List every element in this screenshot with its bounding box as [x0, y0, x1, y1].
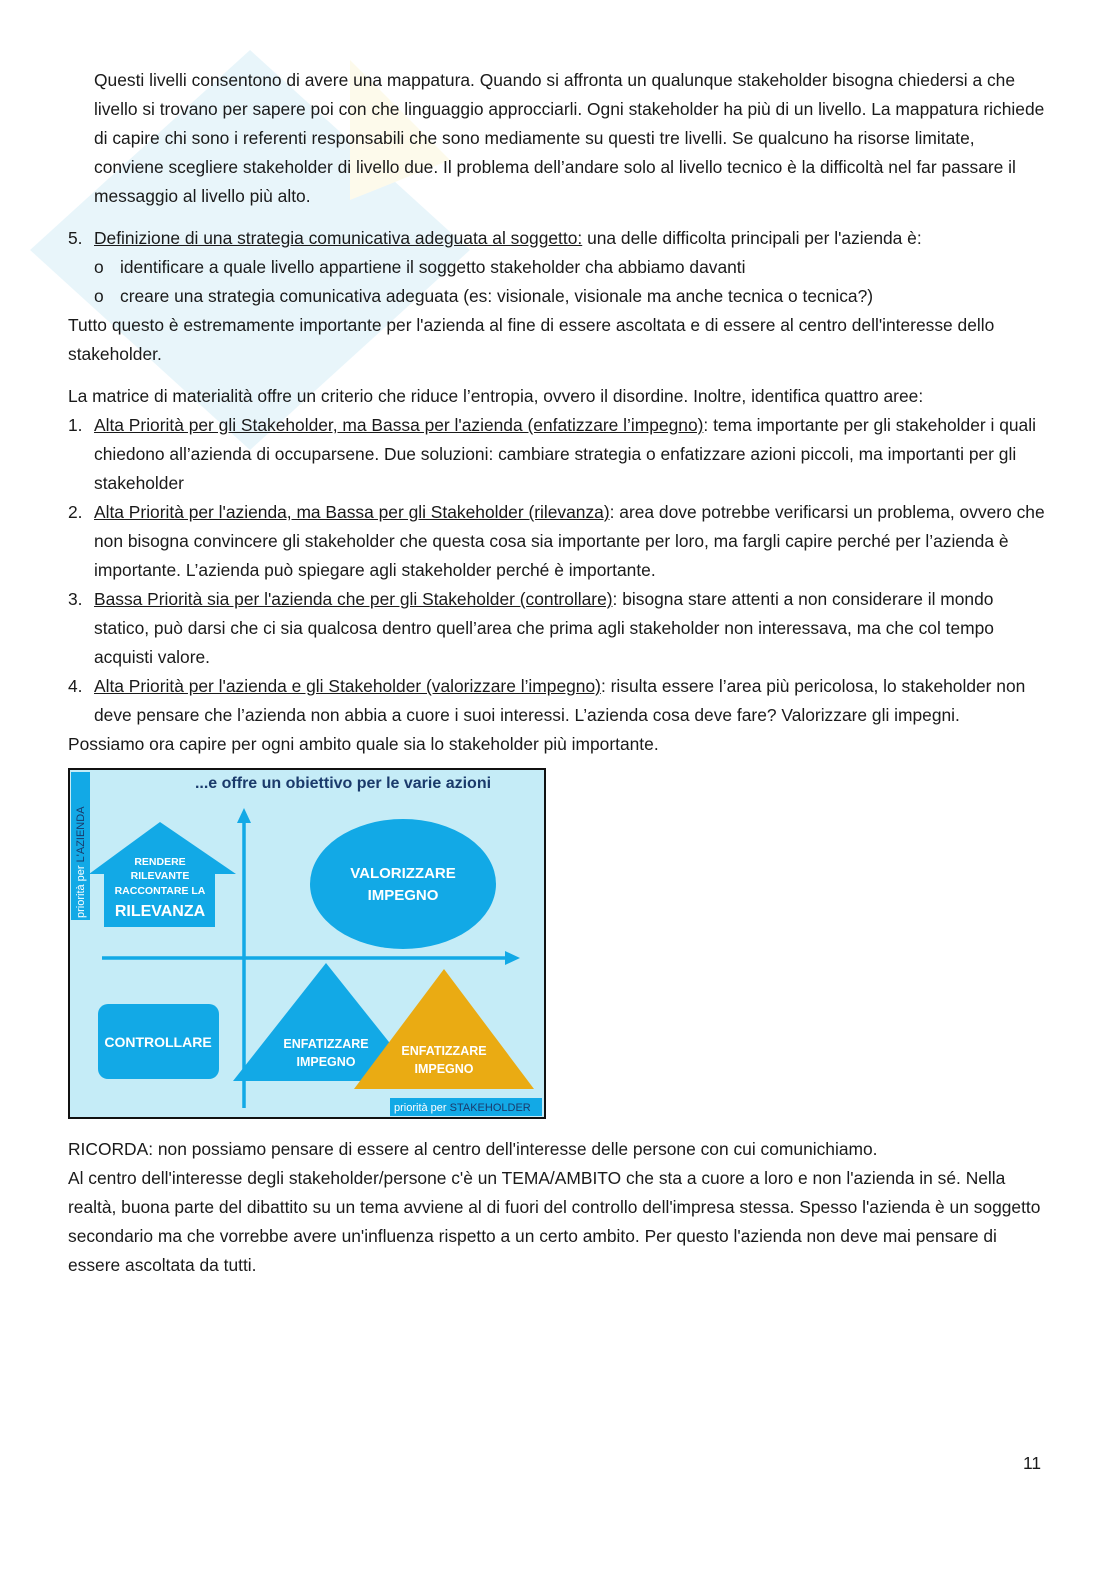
paragraph-matrix: La matrice di materialità offre un criterio che riduce l’entropia, ovvero il disordine. Inoltre, identifica quattro aree: [68, 386, 924, 406]
paragraph-importance: Tutto questo è estremamente importante per l'azienda al fine di essere ascoltata e di essere al centro dell'interesse dello stakeholder. [68, 315, 995, 364]
house-label-line2: RILEVANTE [130, 870, 190, 882]
box-label: CONTROLLARE [104, 1034, 212, 1050]
list-number: 2. [68, 502, 83, 522]
x-axis-label [394, 1102, 531, 1114]
list-body [94, 411, 1046, 498]
list-number: 4. [68, 676, 83, 696]
tri-blue-line1: ENFATIZZARE [283, 1037, 369, 1051]
list-item-area-4 [68, 672, 1046, 730]
diagram-svg [68, 768, 546, 1119]
bullet-mark: o [94, 286, 104, 306]
sub-bullet-text: creare una strategia comunicativa adeguata (es: visionale, visionale ma anche tecnica o tecnica?) [120, 286, 874, 306]
list-item-title: Alta Priorità per l'azienda e gli Stakeholder (valorizzare l’impegno) [94, 676, 601, 696]
y-axis-label-emph: L'AZIENDA [75, 806, 87, 863]
sub-bullet [68, 253, 1046, 282]
house-label-line4: RILEVANZA [114, 903, 206, 920]
sub-bullet [68, 282, 1046, 311]
x-axis-label-prefix: priorità per [394, 1102, 450, 1114]
ellipse-label-line2: IMPEGNO [367, 887, 439, 904]
list-item-text: : tema importante per gli stakeholder i quali chiedono all’azienda di occuparsene. Due soluzioni: cambiare strategia o enfatizzare azioni piccoli, ma importanti per gli stakeholder [94, 415, 1036, 493]
list-item-5 [68, 224, 1046, 253]
paragraph-tema: Al centro dell'interesse degli stakeholder/persone c'è un TEMA/AMBITO che sta a cuore a loro e non l'azienda in sé. Nella realtà, buona parte del dibattito su un tema avviene al di fuori del controllo dell'impresa stessa. Spesso l'azienda è un soggetto secondario ma che vorrebbe avere un'influenza rispetto a un certo ambito. Per questo l'azienda non deve mai pensare di essere ascoltata da tutti. [68, 1168, 1041, 1275]
paragraph-ambito: Possiamo ora capire per ogni ambito quale sia lo stakeholder più importante. [68, 734, 659, 754]
list-body [94, 672, 1046, 730]
list-item-text: : bisogna stare attenti a non considerare il mondo statico, può darsi che ci sia qualcosa dentro quell’area che prima agli stakeholder non interessava, ma che col tempo acquisti valore. [94, 589, 994, 667]
paragraph-intro: Questi livelli consentono di avere una mappatura. Quando si affronta un qualunque stakeholder bisogna chiedersi a che livello si trovano per sapere poi con che linguaggio approcciarli. Ogni stakeholder ha più di un livello. La mappatura richiede di capire chi sono i referenti responsabili che sono mediamente su questi tre livelli. Se qualcuno ha risorse limitate, conviene scegliere stakeholder di livello due. Il problema dell’andare solo al livello tecnico è la difficoltà nel far passare il messaggio al livello più alto. [94, 70, 1045, 206]
sub-bullet-text: identificare a quale livello appartiene il soggetto stakeholder cha abbiamo davanti [120, 257, 746, 277]
list-item-title: Alta Priorità per l'azienda, ma Bassa per gli Stakeholder (rilevanza) [94, 502, 610, 522]
list-body [94, 498, 1046, 585]
list-item-text: : risulta essere l’area più pericolosa, lo stakeholder non deve pensare che l’azienda non abbia a cuore i suoi interessi. L’azienda cosa deve fare? Valorizzare gli impegni. [94, 676, 1026, 725]
valorizzare-ellipse [310, 819, 496, 949]
list-number: 1. [68, 415, 83, 435]
list-item-title: Definizione di una strategia comunicativa adeguata al soggetto: [94, 228, 583, 248]
list-item-area-1 [68, 411, 1046, 498]
list-number: 5. [68, 228, 83, 248]
materiality-diagram [68, 768, 546, 1119]
page-number: 11 [1022, 1453, 1041, 1473]
ellipse-label-line1: VALORIZZARE [350, 865, 456, 882]
y-axis-label-prefix: priorità per [75, 862, 87, 918]
x-axis-label-emph: STAKEHOLDER [449, 1102, 531, 1114]
tri-orange-line2: IMPEGNO [414, 1062, 474, 1076]
paragraph-ricorda: RICORDA: non possiamo pensare di essere al centro dell'interesse delle persone con cui comunichiamo. [68, 1139, 878, 1159]
list-number: 3. [68, 589, 83, 609]
list-body [94, 585, 1046, 672]
list-item-text: una delle difficolta principali per l'azienda è: [582, 228, 922, 248]
bullet-mark: o [94, 257, 104, 277]
list-item-title: Bassa Priorità sia per l'azienda che per gli Stakeholder (controllare) [94, 589, 613, 609]
list-item-area-2 [68, 498, 1046, 585]
list-body [94, 224, 1046, 253]
list-item-area-3 [68, 585, 1046, 672]
y-axis-label [75, 806, 87, 918]
tri-orange-line1: ENFATIZZARE [401, 1044, 487, 1058]
tri-blue-line2: IMPEGNO [296, 1055, 356, 1069]
body-text [68, 66, 1046, 1280]
list-item-text: : area dove potrebbe verificarsi un problema, ovvero che non bisogna convincere gli stakeholder che questa cosa sia importante per loro, ma fargli capire perché per l’azienda è importante. L’azienda può spiegare agli stakeholder perché è importante. [94, 502, 1045, 580]
house-label-line3: RACCONTARE LA [114, 885, 206, 897]
list-item-title: Alta Priorità per gli Stakeholder, ma Bassa per l'azienda (enfatizzare l’impegno) [94, 415, 704, 435]
diagram-title: ...e offre un obiettivo per le varie azioni [194, 775, 492, 792]
house-label-line1: RENDERE [134, 856, 186, 868]
